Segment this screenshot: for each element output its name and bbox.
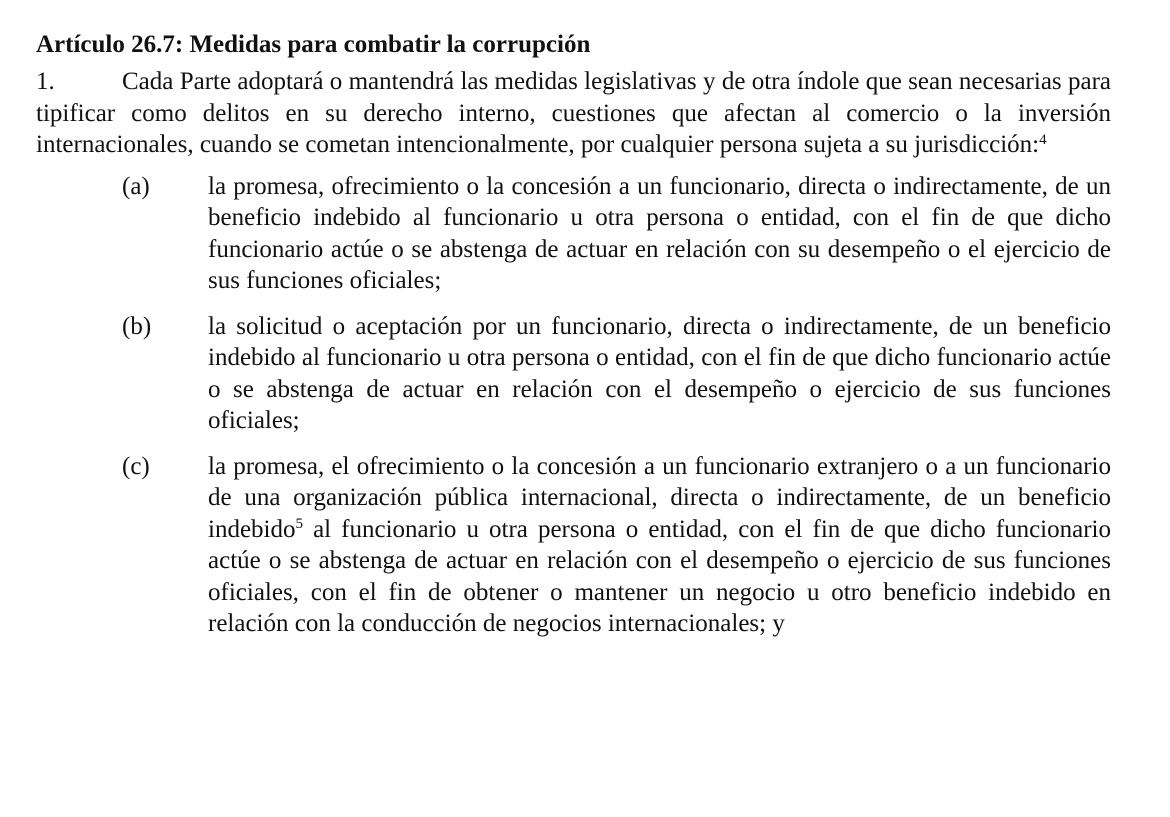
- paragraph-text: Cada Parte adoptará o mantendrá las medidas legislativas y de otra índole que sean necesarias para tipificar como delitos en su derecho interno, cuestiones que afectan al comercio o la inversión internacionales, cuando se cometan intencionalmente, por cualquier persona sujeta a su jurisdicción:: [36, 68, 1111, 158]
- item-text: [208, 451, 1111, 640]
- paragraph-number: 1.: [36, 68, 55, 95]
- footnote-ref-4[interactable]: 4: [1039, 131, 1047, 148]
- item-text-part-1: la promesa, el ofrecimiento o la concesión a un funcionario extranjero o a un funcionario de una organización pública internacional, directa o indirectamente, de un beneficio indebido: [208, 452, 1111, 543]
- list-item-a: [122, 171, 1111, 297]
- item-label: (b): [122, 312, 152, 340]
- article-title: Artículo 26.7: Medidas para combatir la corrupción: [36, 31, 591, 58]
- paragraph-1: [36, 66, 1111, 161]
- item-list: [36, 171, 1111, 640]
- item-label: (a): [122, 172, 150, 200]
- list-item-c: [122, 451, 1111, 640]
- item-text-part-2: al funcionario u otra persona o entidad, con el fin de que dicho funcionario actúe o se abstenga de actuar en relación con el desempeño o ejercicio de sus funciones oficiales, con el fin de obtener o mantener un negocio u otro beneficio indebido en relación con la conducción de negocios internacionales; y: [208, 515, 1111, 637]
- item-label: (c): [122, 452, 150, 480]
- list-item-b: [122, 311, 1111, 437]
- document-page: [36, 28, 1111, 654]
- item-text: la solicitud o aceptación por un funcionario, directa o indirectamente, de un beneficio indebido al funcionario u otra persona o entidad, con el fin de que dicho funcionario actúe o se abstenga de actuar en relación con el desempeño o ejercicio de sus funciones oficiales;: [208, 312, 1111, 434]
- item-text: la promesa, ofrecimiento o la concesión a un funcionario, directa o indirectamente, de un beneficio indebido al funcionario u otra persona o entidad, con el fin de que dicho funcionario actúe o se abstenga de actuar en relación con su desempeño o el ejercicio de sus funciones oficiales;: [208, 172, 1111, 294]
- footnote-ref-5[interactable]: 5: [295, 516, 303, 533]
